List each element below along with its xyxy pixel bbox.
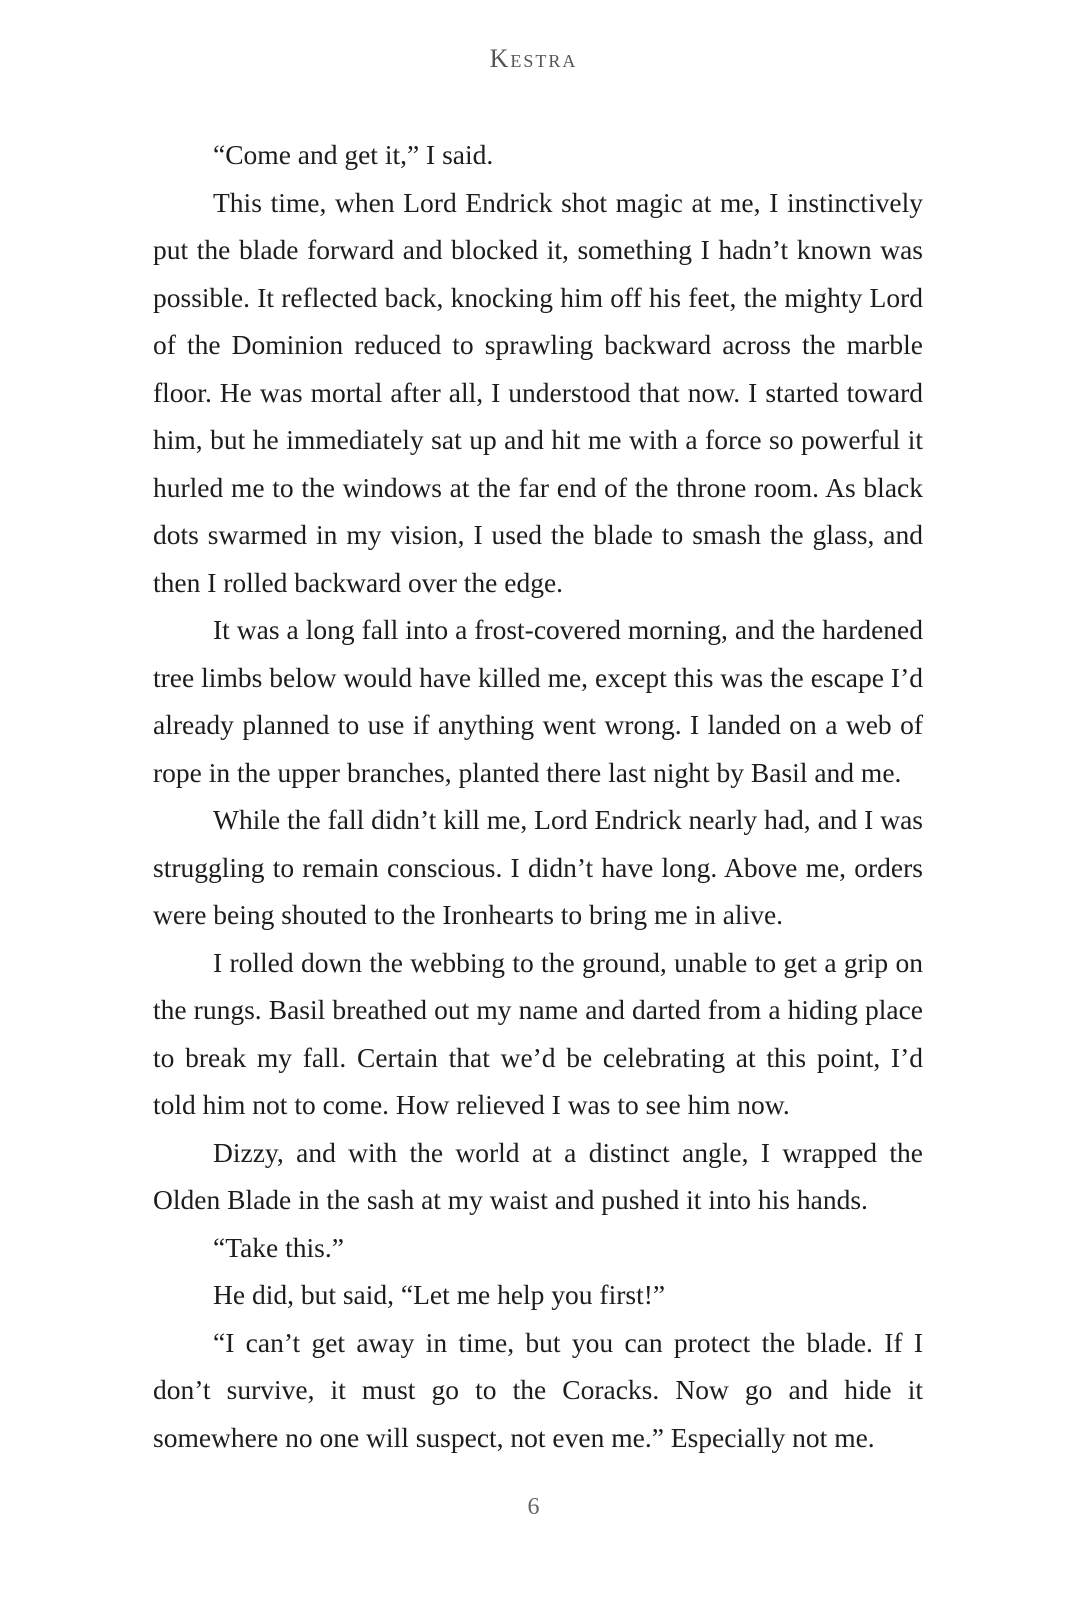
body-text [153,131,923,1461]
page-number: 6 [527,1494,540,1520]
paragraph: Dizzy, and with the world at a distinct angle, I wrapped the Olden Blade in the sash at my waist and pushed it into his hands. [153,1136,923,1215]
paragraph: “I can’t get away in time, but you can protect the blade. If I don’t survive, it must go to the Coracks. Now go and hide it somewhere no one will suspect, not even me.” Especially not me. [153,1326,923,1453]
paragraph: I rolled down the webbing to the ground, unable to get a grip on the rungs. Basil breathed out my name and darted from a hiding place to break my fall. Certain that we’d be celebrating at this point, I’d told him not to come. How relieved I was to see him now. [153,946,923,1120]
paragraph: This time, when Lord Endrick shot magic at me, I instinctively put the blade forward and blocked it, something I hadn’t known was possible. It reflected back, knocking him off his feet, the mighty Lord of the Dominion reduced to sprawling backward across the marble floor. He was mortal after all, I understood that now. I started toward him, but he immediately sat up and hit me with a force so powerful it hurled me to the windows at the far end of the throne room. As black dots swarmed in my vision, I used the blade to smash the glass, and then I rolled backward over the edge. [153,186,923,598]
paragraph: While the fall didn’t kill me, Lord Endrick nearly had, and I was struggling to remain conscious. I didn’t have long. Above me, orders were being shouted to the Ironhearts to bring me in alive. [153,804,923,930]
paragraph: It was a long fall into a frost-covered morning, and the hardened tree limbs below would have killed me, except this was the escape I’d already planned to use if anything went wrong. I landed on a web of rope in the upper branches, planted there last night by Basil and me. [153,614,923,788]
paragraph: “Take this.” [213,1231,344,1263]
paragraph: “Come and get it,” I said. [213,139,494,170]
running-head: Kestra [489,44,578,73]
paragraph: He did, but said, “Let me help you first!” [213,1279,666,1310]
